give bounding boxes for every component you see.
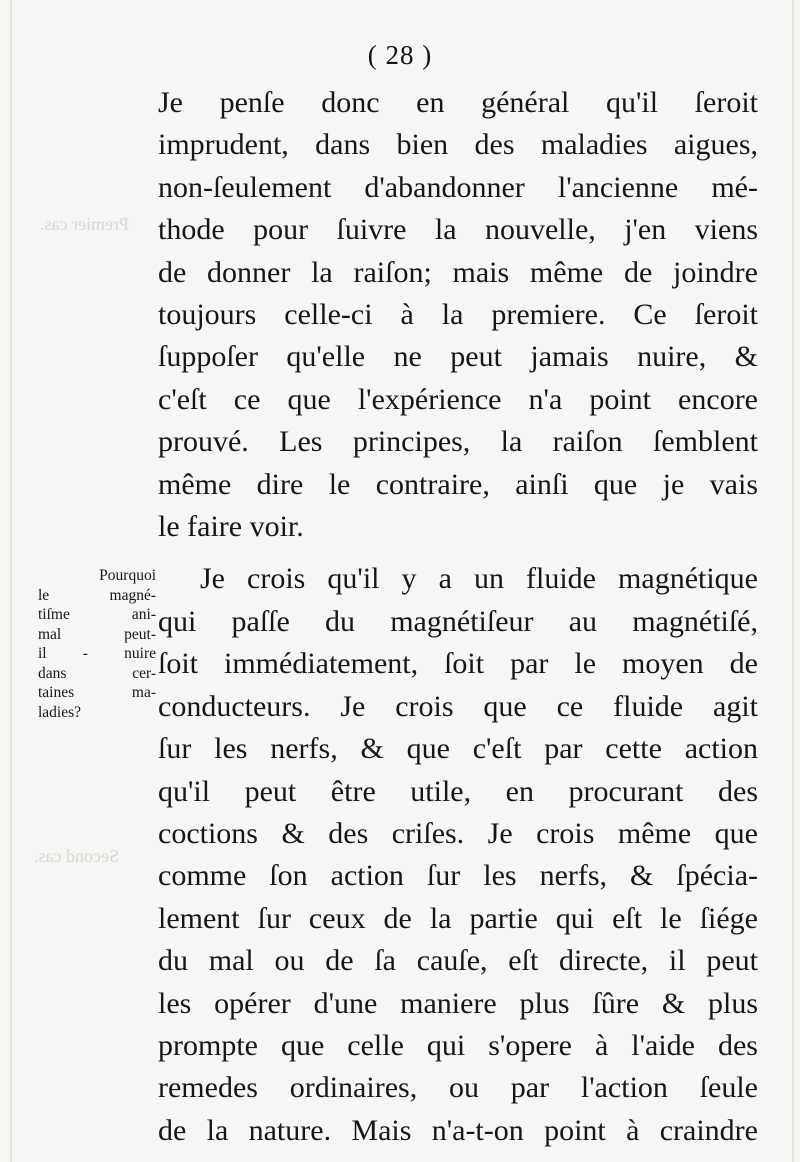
text-line: remedes ordinaires, ou par l'action ſeule [158, 1071, 758, 1105]
text-line: même dire le contraire, ainſi que je vais [158, 467, 758, 501]
margin-note-line: tiſme ani- [38, 606, 156, 623]
text-line: lement ſur ceux de la partie qui eſt le ſiége [158, 901, 758, 935]
text-line: conducteurs. Je crois que ce fluide agit [158, 689, 758, 723]
page-edge-left [10, 0, 12, 1162]
text-line: du mal ou de ſa cauſe, eſt directe, il peut [158, 944, 758, 978]
text-line: non-ſeulement d'abandonner l'ancienne mé- [158, 170, 758, 204]
margin-note-line: le magné- [38, 586, 156, 604]
page-number: ( 28 ) [367, 40, 433, 70]
text-line: Je penſe donc en général qu'il ſeroit [158, 86, 758, 119]
margin-note-line: mal peut- [38, 625, 156, 643]
text-line: le faire voir. [158, 510, 304, 544]
margin-note-line: taines ma- [38, 684, 156, 701]
page-edge-right [792, 0, 794, 1162]
show-through-ghost: Second cas. [34, 846, 119, 866]
text-line: prompte que celle qui s'opere à l'aide des [158, 1028, 758, 1062]
text-line: Je crois qu'il y a un fluide magnétique [200, 562, 758, 596]
body-text [158, 82, 758, 1152]
paragraph-1 [158, 82, 758, 548]
text-line: ſuppoſer qu'elle ne peut jamais nuire, & [158, 340, 758, 374]
text-line: ſur les nerfs, & que c'eſt par cette action [158, 732, 758, 766]
text-line: thode pour ſuivre la nouvelle, j'en viens [158, 213, 758, 247]
margin-note [38, 566, 156, 722]
text-line: prouvé. Les principes, la raiſon ſemblent [158, 425, 758, 459]
text-line: qui paſſe du magnétiſeur au magnétiſé, [158, 604, 758, 638]
margin-note-line: Pourquoi [99, 567, 156, 584]
text-line: de la nature. Mais n'a-t-on point à craindre [158, 1113, 758, 1147]
text-line: qu'il peut être utile, en procurant des [158, 774, 758, 808]
margin-note-line: dans cer- [38, 664, 156, 682]
text-line: toujours celle-ci à la premiere. Ce ſeroit [158, 298, 758, 332]
text-line: imprudent, dans bien des maladies aigues, [158, 128, 758, 162]
paragraph-2 [158, 558, 758, 1152]
margin-note-line: il - nuire [38, 645, 156, 662]
text-line: c'eſt ce que l'expérience n'a point encore [158, 382, 758, 416]
text-line: les opérer d'une maniere plus ſûre & plus [158, 986, 758, 1020]
text-line: de donner la raiſon; mais même de joindre [158, 255, 758, 289]
text-line: ſoit immédiatement, ſoit par le moyen de [158, 647, 758, 681]
margin-note-line: ladies? [38, 703, 82, 721]
text-line: comme ſon action ſur les nerfs, & ſpécia- [158, 859, 758, 893]
text-line: coctions & des criſes. Je crois même que [158, 816, 758, 850]
show-through-ghost: Premier cas. [40, 214, 129, 234]
